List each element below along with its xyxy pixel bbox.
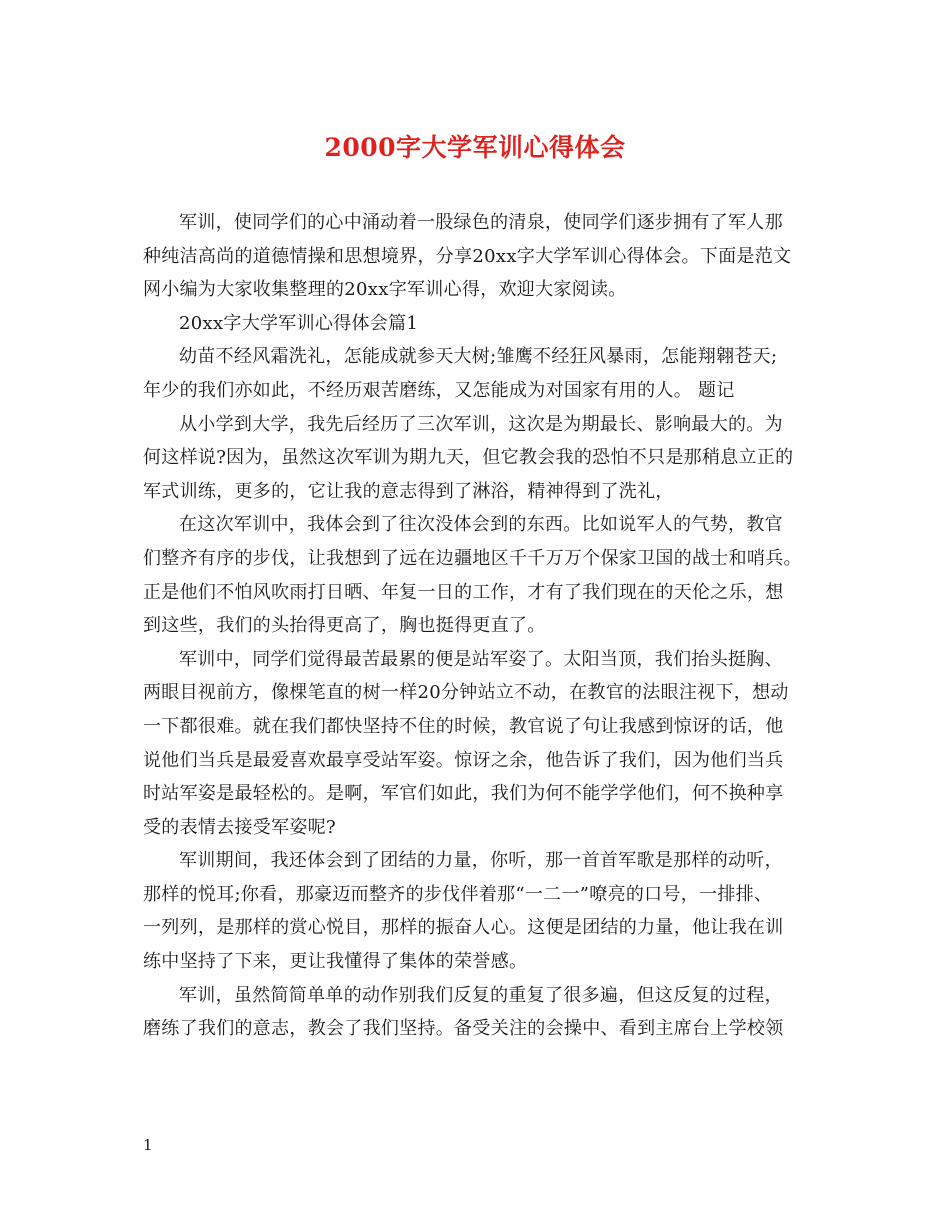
text-line: 军训期间，我还体会到了团结的力量，你听，那一首首军歌是那样的动听， <box>179 850 783 872</box>
page-number: 1 <box>143 1136 153 1154</box>
text-line: 两眼目视前方，像棵笔直的树一样20分钟站立不动，在教官的法眼注视下，想动 <box>143 682 789 704</box>
text-line: 在这次军训中，我体会到了往次没体会到的东西。比如说军人的气势，教官 <box>179 514 783 536</box>
text-line: 到这些，我们的头抬得更高了，胸也挺得更直了。 <box>143 615 546 637</box>
document-title: 2000字大学军训心得体会 <box>324 133 626 162</box>
text-line: 磨练了我们的意志，教会了我们坚持。备受关注的会操中、看到主席台上学校领 <box>143 1018 784 1040</box>
text-line: 幼苗不经风霜洗礼，怎能成就参天大树;雏鹰不经狂风暴雨，怎能翔翱苍天; <box>179 346 778 368</box>
text-line: 练中坚持了下来，更让我懂得了集体的荣誉感。 <box>143 951 528 973</box>
text-line: 正是他们不怕风吹雨打日晒、年复一日的工作，才有了我们现在的天伦之乐，想 <box>143 581 784 603</box>
text-line: 那样的悦耳;你看，那豪迈而整齐的步伐伴着那“一二一”嘹亮的口号，一排排、 <box>143 883 773 905</box>
text-line: 军式训练，更多的，它让我的意志得到了淋浴，精神得到了洗礼， <box>143 480 674 502</box>
text-line: 一下都很难。就在我们都快坚持不住的时候，教官说了句让我感到惊讶的话，他 <box>143 715 784 737</box>
text-line: 20xx字大学军训心得体会篇1 <box>179 312 419 334</box>
text-line: 军训，使同学们的心中涌动着一股绿色的清泉，使同学们逐步拥有了军人那 <box>179 212 783 233</box>
text-line: 年少的我们亦如此，不经历艰苦磨练，又怎能成为对国家有用的人。 题记 <box>143 379 735 401</box>
text-line: 军训，虽然简简单单的动作别我们反复的重复了很多遍，但这反复的过程， <box>179 984 783 1006</box>
text-line: 一列列，是那样的赏心悦目，那样的振奋人心。这便是团结的力量，他让我在训 <box>143 917 784 939</box>
text-line: 种纯洁高尚的道德情操和思想境界，分享20xx字大学军训心得体会。下面是范文 <box>143 245 792 267</box>
text-line: 时站军姿是最轻松的。是啊，军官们如此，我们为何不能学学他们，何不换种享 <box>143 783 784 805</box>
document-body <box>143 206 823 1046</box>
text-line: 从小学到大学，我先后经历了三次军训，这次是为期最长、影响最大的。为 <box>179 413 783 435</box>
text-line: 受的表情去接受军姿呢? <box>143 816 336 838</box>
text-line: 说他们当兵是最爱喜欢最享受站军姿。惊讶之余，他告诉了我们，因为他们当兵 <box>143 749 784 771</box>
text-line: 们整齐有序的步伐，让我想到了远在边疆地区千千万万个保家卫国的战士和哨兵。 <box>143 547 802 569</box>
text-line: 何这样说?因为，虽然这次军训为期九天，但它教会我的恐怕不只是那稍息立正的 <box>143 447 794 469</box>
text-line: 军训中，同学们觉得最苦最累的便是站军姿了。太阳当顶，我们抬头挺胸、 <box>179 648 783 670</box>
text-line: 网小编为大家收集整理的20xx字军训心得，欢迎大家阅读。 <box>143 279 627 301</box>
